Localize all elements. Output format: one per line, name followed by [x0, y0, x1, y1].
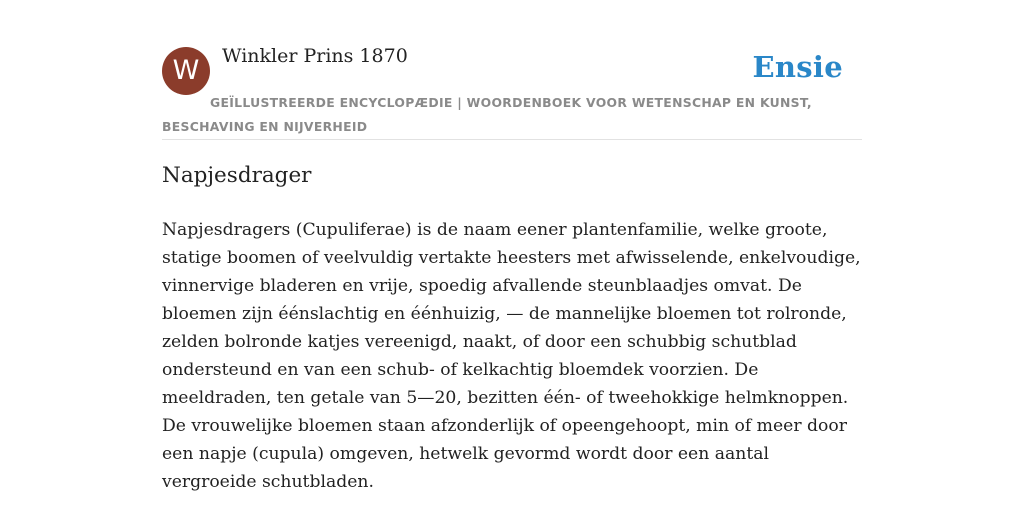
ensie-logo[interactable]: Ensie: [752, 50, 843, 84]
source-title[interactable]: Winkler Prins 1870: [222, 45, 408, 67]
entry-title: Napjesdrager: [162, 163, 312, 188]
entry-body: Napjesdragers (Cupuliferae) is de naam eener plantenfamilie, welke groote, statige boomen of veelvuldig vertakte heesters met afwisselende, enkelvoudige, vinnervige bladeren en vrije, spoedig afvallende steunblaadjes omvat. De bloemen zijn éénslachtig en éénhuizig, — de mannelijke bloemen tot rolronde, zelden bolronde katjes vereenigd, naakt, of door een schubbig schutblad ondersteund en van een schub- of kelkachtig bloemdek voorzien. De meeldraden, ten getale van 5—20, bezitten één- of tweehokkige helmknoppen. De vrouwelijke bloemen staan afzonderlijk of opeengehoopt, min of meer door een napje (cupula) omgeven, hetwelk gevormd wordt door een aantal vergroeide schutbladen.: [162, 220, 861, 492]
source-subtitle: GEÏLLUSTREERDE ENCYCLOPÆDIE | WOORDENBOEK VOOR WETENSCHAP EN KUNST, BESCHAVING EN NIJVERHEID: [162, 95, 812, 134]
source-avatar[interactable]: W: [162, 47, 210, 95]
header-divider: [162, 139, 862, 140]
